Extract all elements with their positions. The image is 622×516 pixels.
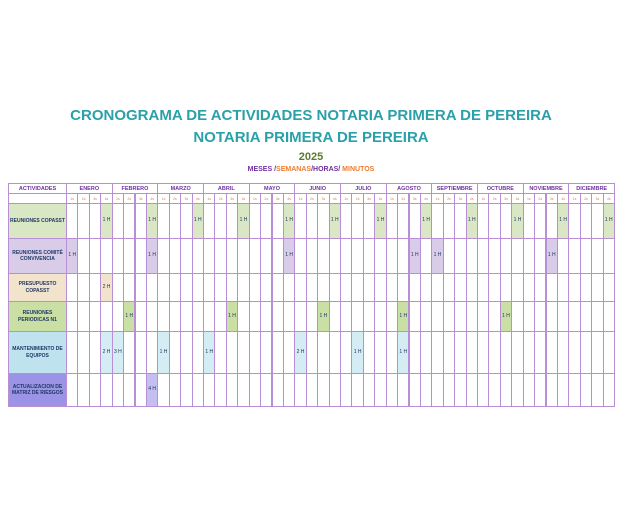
week-header: 2s [306,193,318,204]
activity-mark: 4 H [146,373,158,407]
week-header: 3s [591,193,603,204]
activity-name: REUNIONES PERIODICAS N1 [8,301,67,332]
month-header: ABRIL [203,183,250,194]
activity-name: REUNIONES COMITÉ CONVIVENCIA [8,238,67,274]
activity-mark: 1 H [66,238,78,274]
week-header: 2s [534,193,546,204]
legend-minutos: MINUTOS [340,166,375,173]
activity-mark: 1 H [409,238,421,274]
week-header: 4s [329,193,341,204]
week-header: 3s [454,193,466,204]
week-header: 3s [89,193,101,204]
week-header: 2s [123,193,135,204]
schedule-cell [603,373,615,407]
week-header: 1s [523,193,535,204]
month-header: DICIEMBRE [568,183,615,194]
schedule-cell [603,331,615,374]
week-header: 4s [420,193,432,204]
activity-mark: 1 H [351,331,363,374]
week-header: 2s [260,193,272,204]
activity-mark: 1 H [203,331,215,374]
activity-mark: 1 H [431,238,443,274]
week-header: 3s [135,193,147,204]
week-header: 1s [568,193,580,204]
activity-mark: 1 H [317,301,329,332]
activities-header: ACTIVIDADES [8,183,67,194]
month-header: MAYO [249,183,296,194]
week-header: 2s [77,193,89,204]
legend-semanas: SEMANAS [276,166,312,173]
activity-mark: 1 H [283,238,295,274]
activity-mark: 1 H [123,301,135,332]
week-header: 3s [180,193,192,204]
activity-mark: 2 H [100,273,112,302]
activity-mark: 1 H [329,203,341,239]
week-header: 3s [317,193,329,204]
week-header: 2s [580,193,592,204]
week-header: 2s [214,193,226,204]
activity-mark: 1 H [146,238,158,274]
week-header: 2s [443,193,455,204]
week-header: 2s [397,193,409,204]
week-header: 4s [603,193,615,204]
activity-mark: 1 H [420,203,432,239]
month-header: ENERO [66,183,113,194]
week-header: 2s [351,193,363,204]
schedule-cell [603,273,615,302]
week-header: 4s [100,193,112,204]
week-header: 1s [112,193,124,204]
week-header: 1s [66,193,78,204]
activity-name: REUNIONES COPASST [8,203,67,239]
week-header: 3s [226,193,238,204]
week-header: 1s [249,193,261,204]
legend-meses: MESES / [247,166,277,173]
week-header: 1s [386,193,398,204]
month-header: FEBRERO [112,183,159,194]
activity-name: MANTENIMIENTO DE EQUIPOS [8,331,67,374]
week-header: 3s [363,193,375,204]
week-header: 1s [477,193,489,204]
month-header: JUNIO [294,183,341,194]
week-header: 2s [488,193,500,204]
week-header: 4s [283,193,295,204]
month-header: JULIO [340,183,387,194]
month-header: AGOSTO [386,183,433,194]
week-header: 4s [192,193,204,204]
activity-mark: 1 H [557,203,569,239]
month-header: OCTUBRE [477,183,524,194]
activity-mark: 1 H [226,301,238,332]
week-header: 4s [511,193,523,204]
activity-mark: 1 H [192,203,204,239]
month-header: NOVIEMBRE [523,183,570,194]
week-header: 4s [374,193,386,204]
week-header: 1s [203,193,215,204]
activity-mark: 1 H [511,203,523,239]
legend-horas: /HORAS/ [311,166,341,173]
week-header: 2s [169,193,181,204]
activity-mark: 1 H [397,301,409,332]
activity-mark: 1 H [500,301,512,332]
activity-mark: 3 H [112,331,124,374]
page-title-line-1: CRONOGRAMA DE ACTIVIDADES NOTARIA PRIMERA DE PEREIRA [70,107,552,124]
activity-mark: 2 H [294,331,306,374]
activity-name: PRESUPUESTO COPASST [8,273,67,302]
week-header: 3s [409,193,421,204]
week-header: 3s [272,193,284,204]
schedule-cell [603,301,615,332]
activity-mark: 1 H [237,203,249,239]
activity-mark: 1 H [374,203,386,239]
activity-mark: 1 H [146,203,158,239]
legend [0,166,622,173]
week-header: 3s [500,193,512,204]
week-header: 3s [546,193,558,204]
activity-mark: 1 H [603,203,615,239]
activity-mark: 1 H [283,203,295,239]
activity-mark: 1 H [157,331,169,374]
week-header: 4s [146,193,158,204]
schedule-cell [603,238,615,274]
activity-mark: 1 H [546,238,558,274]
week-header: 4s [557,193,569,204]
activity-name: ACTUALIZACION DE MATRIZ DE RIESGOS [8,373,67,407]
page-title-line-2: NOTARIA PRIMERA DE PEREIRA [193,129,429,146]
activity-mark: 2 H [100,331,112,374]
activity-mark: 1 H [397,331,409,374]
week-header: 1s [294,193,306,204]
activity-mark: 1 H [466,203,478,239]
month-header: MARZO [157,183,204,194]
year-label: 2025 [298,151,324,163]
activity-mark: 1 H [100,203,112,239]
week-header: 1s [340,193,352,204]
week-header: 1s [431,193,443,204]
week-header: 4s [237,193,249,204]
week-header: 4s [466,193,478,204]
week-header: 1s [157,193,169,204]
month-header: SEPTIEMBRE [431,183,478,194]
